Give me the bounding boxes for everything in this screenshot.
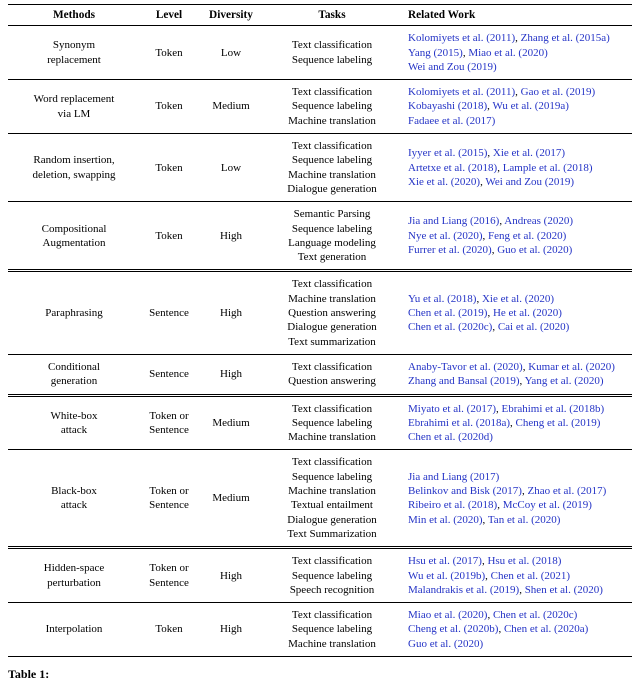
tasks-cell (264, 80, 400, 134)
text-line: Synonym (52, 39, 96, 52)
text-line: High (220, 307, 242, 320)
text-line: Question answering (288, 307, 376, 320)
text-line: Machine translation (288, 485, 376, 498)
citation-link[interactable]: Chen et al. (2020c) (492, 609, 578, 622)
text-line: Sequence labeling (291, 222, 373, 235)
text-line: Text classification (291, 86, 373, 99)
citation-link[interactable]: Miao et al. (2020) (468, 46, 548, 59)
citation-link[interactable]: Kolomiyets et al. (2011) (408, 86, 516, 99)
tasks-cell (264, 395, 400, 450)
text-line: High (220, 569, 242, 582)
method-cell (8, 80, 140, 134)
citation-link[interactable]: Chen et al. (2020a) (503, 623, 589, 636)
text-line: Machine translation (288, 431, 376, 444)
citation-line: Belinkov and Bisk (2017), Zhao et al. (2017) (408, 485, 607, 498)
level-cell (140, 603, 198, 657)
citation-link[interactable]: Kumar et al. (2020) (528, 360, 615, 373)
citation-link[interactable]: Wei and Zou (2019) (485, 175, 575, 188)
citation-link[interactable]: Gao et al. (2019) (520, 86, 596, 99)
citation-line: Ribeiro et al. (2018), McCoy et al. (2019) (408, 499, 592, 512)
citation-link[interactable]: Miyato et al. (2017) (408, 402, 496, 415)
citation-link[interactable]: Wu et al. (2019b) (408, 569, 486, 582)
text-line: Sequence labeling (291, 569, 373, 582)
level-cell (140, 450, 198, 548)
citation-line: Yang (2015), Miao et al. (2020) (408, 46, 548, 59)
table-group (8, 271, 632, 395)
text-line: via LM (57, 107, 91, 120)
text-line: Dialogue generation (287, 513, 377, 526)
citation-line (408, 637, 630, 651)
text-line: Text classification (291, 456, 373, 469)
level-cell (140, 80, 198, 134)
text-line: Token (155, 623, 183, 636)
text-line: Token (155, 161, 183, 174)
text-line: Compositional (41, 222, 107, 235)
citation-line: Jia and Liang (2016), Andreas (2020) (408, 215, 573, 228)
citation-link[interactable]: Zhao et al. (2017) (527, 485, 607, 498)
caption-clip (8, 665, 632, 681)
diversity-cell (198, 395, 264, 450)
citation-link[interactable]: Kolomiyets et al. (2011) (408, 32, 516, 45)
text-line: Sequence labeling (291, 53, 373, 66)
citation-line: Chen et al. (2020c), Cai et al. (2020) (408, 321, 570, 334)
citation-link[interactable]: Artetxe et al. (2018) (408, 161, 498, 174)
text-line: Token or (149, 485, 189, 498)
related-work-cell (400, 548, 632, 603)
diversity-cell (198, 80, 264, 134)
citation-line: Malandrakis et al. (2019), Shen et al. (2020) (408, 583, 603, 596)
related-work-cell (400, 134, 632, 202)
text-line: Sentence (149, 307, 189, 320)
text-line: Machine translation (288, 168, 376, 181)
citation-link[interactable]: Hsu et al. (2017) (408, 555, 482, 568)
citation-line: Kolomiyets et al. (2011), Gao et al. (2019) (408, 86, 596, 99)
citation-line: Min et al. (2020), Tan et al. (2020) (408, 513, 561, 526)
text-line: Text classification (291, 402, 373, 415)
text-line: Random insertion, (33, 154, 115, 167)
citation-link[interactable]: Feng et al. (2020) (488, 229, 567, 242)
diversity-cell (198, 202, 264, 271)
text-line: Low (220, 46, 242, 59)
diversity-cell (198, 134, 264, 202)
column-header-diversity: Diversity (209, 9, 253, 21)
related-work-cell (400, 202, 632, 271)
text-line: High (220, 623, 242, 636)
citation-line (408, 430, 630, 444)
text-line: Text classification (291, 39, 373, 52)
text-line: Sequence labeling (291, 100, 373, 113)
text-line: Speech recognition (289, 583, 375, 596)
text-line: Token (155, 46, 183, 59)
text-line: Sequence labeling (291, 416, 373, 429)
tasks-cell (264, 202, 400, 271)
text-line: Medium (212, 100, 250, 113)
text-line: Medium (212, 416, 250, 429)
text-line: Sequence labeling (291, 623, 373, 636)
text-line: Semantic Parsing (293, 208, 371, 221)
text-line: Low (220, 161, 242, 174)
tasks-cell (264, 450, 400, 548)
level-cell (140, 271, 198, 354)
citation-line: Miyato et al. (2017), Ebrahimi et al. (2018b) (408, 402, 605, 415)
level-cell (140, 354, 198, 395)
citation-link[interactable]: Zhang et al. (2015a) (520, 32, 610, 45)
citation-link[interactable]: Miao et al. (2020) (408, 609, 488, 622)
method-cell (8, 134, 140, 202)
citation-link[interactable]: Ribeiro et al. (2018) (408, 499, 498, 512)
level-cell (140, 134, 198, 202)
citation-line (408, 60, 630, 74)
text-line: Text summarization (288, 335, 376, 348)
citation-link[interactable]: Hsu et al. (2018) (487, 555, 562, 568)
related-work-cell (400, 395, 632, 450)
method-cell (8, 26, 140, 80)
diversity-cell (198, 354, 264, 395)
text-line: Text classification (291, 555, 373, 568)
citation-line: Kobayashi (2018), Wu et al. (2019a) (408, 100, 569, 113)
text-line: Paraphrasing (45, 307, 103, 320)
table-row (8, 134, 632, 202)
column-header-level: Level (155, 9, 183, 21)
citation-link[interactable]: Xie et al. (2020) (408, 175, 481, 188)
citation-line: Furrer et al. (2020), Guo et al. (2020) (408, 244, 573, 256)
text-line: Text generation (297, 251, 367, 264)
diversity-cell (198, 603, 264, 657)
citation-link[interactable]: Furrer et al. (2020) (408, 244, 492, 256)
text-line: generation (50, 375, 98, 388)
citation-line: Iyyer et al. (2015), Xie et al. (2017) (408, 147, 566, 160)
text-line: Token or (149, 409, 189, 422)
text-line: Conditional (48, 360, 100, 373)
text-line: Dialogue generation (287, 182, 377, 195)
citation-link[interactable]: Tan et al. (2020) (487, 513, 561, 526)
citation-link[interactable]: Kobayashi (2018) (408, 100, 488, 113)
table-row (8, 354, 632, 395)
level-cell (140, 548, 198, 603)
text-line: Text classification (291, 360, 373, 373)
diversity-cell (198, 548, 264, 603)
related-work-cell (400, 450, 632, 548)
level-cell (140, 26, 198, 80)
diversity-cell (198, 271, 264, 354)
citation-line: Yu et al. (2018), Xie et al. (2020) (408, 292, 555, 305)
method-cell (8, 271, 140, 354)
paper-table (8, 4, 632, 657)
tasks-cell (264, 134, 400, 202)
citation-link[interactable]: Malandrakis et al. (2019) (408, 583, 520, 596)
text-line: replacement (47, 53, 101, 66)
level-cell (140, 395, 198, 450)
citation-link[interactable]: Yang et al. (2020) (524, 375, 604, 388)
citation-link[interactable]: Cai et al. (2020) (497, 321, 570, 334)
text-line: Question answering (288, 375, 376, 388)
citation-link[interactable]: Belinkov and Bisk (2017) (408, 485, 522, 498)
citation-link[interactable]: Iyyer et al. (2015) (408, 147, 488, 160)
related-work-cell (400, 603, 632, 657)
text-line: High (220, 229, 242, 242)
text-line: Text classification (291, 609, 373, 622)
text-line: Machine translation (288, 637, 376, 650)
text-line: Text classification (291, 278, 373, 291)
table-row (8, 271, 632, 354)
citation-link[interactable]: Ebrahimi et al. (2018b) (501, 402, 605, 415)
text-line: White-box (50, 409, 98, 422)
table-row (8, 202, 632, 271)
header-row (8, 5, 632, 26)
text-line: Augmentation (42, 236, 106, 249)
table-row (8, 603, 632, 657)
text-line: Language modeling (288, 236, 376, 249)
citation-line: Wu et al. (2019b), Chen et al. (2021) (408, 569, 571, 582)
citation-link[interactable]: Min et al. (2020) (408, 513, 483, 526)
column-header-tasks: Tasks (318, 9, 346, 21)
citation-line: Miao et al. (2020), Chen et al. (2020c) (408, 609, 578, 622)
tasks-cell (264, 548, 400, 603)
text-line: Sentence (149, 368, 189, 381)
citation-line (408, 114, 630, 128)
table-group (8, 26, 632, 271)
method-cell (8, 354, 140, 395)
method-cell (8, 395, 140, 450)
text-line: Interpolation (45, 623, 103, 636)
text-line: Token (155, 229, 183, 242)
citation-link[interactable]: Wu et al. (2019a) (492, 100, 569, 113)
citation-line: Ebrahimi et al. (2018a), Cheng et al. (2019) (408, 416, 601, 429)
citation-link[interactable]: Zhang and Bansal (2019) (408, 375, 520, 388)
citation-link[interactable]: Chen et al. (2021) (490, 569, 571, 582)
table-row (8, 26, 632, 80)
text-line: Token or (149, 562, 189, 575)
diversity-cell (198, 26, 264, 80)
citation-link[interactable]: Xie et al. (2017) (492, 147, 566, 160)
text-line: Machine translation (288, 114, 376, 127)
related-work-cell (400, 80, 632, 134)
citation-line: Chen et al. (2019), He et al. (2020) (408, 307, 562, 320)
citation-line: Hsu et al. (2017), Hsu et al. (2018) (408, 555, 562, 568)
text-line: Text Summarization (287, 527, 377, 540)
tasks-cell (264, 26, 400, 80)
table-header (8, 5, 632, 26)
text-line: Hidden-space (43, 562, 105, 575)
citation-link[interactable]: Chen et al. (2020d) (408, 431, 493, 444)
citation-link[interactable]: Fadaee et al. (2017) (408, 114, 496, 127)
citation-link[interactable]: He et al. (2020) (492, 307, 562, 320)
citation-link[interactable]: Nye et al. (2020) (408, 229, 483, 242)
text-line: Dialogue generation (287, 321, 377, 334)
citation-link[interactable]: Cheng et al. (2020b) (408, 623, 499, 636)
citation-link[interactable]: Jia and Liang (2016) (408, 215, 500, 228)
method-cell (8, 202, 140, 271)
diversity-cell (198, 450, 264, 548)
text-line: High (220, 368, 242, 381)
text-line: Black-box (51, 485, 97, 498)
citation-line: Cheng et al. (2020b), Chen et al. (2020a) (408, 623, 589, 636)
table-group (8, 548, 632, 657)
citation-link[interactable]: Ebrahimi et al. (2018a) (408, 416, 511, 429)
citation-link[interactable]: Chen et al. (2020c) (408, 321, 493, 334)
table-group (8, 395, 632, 548)
table-row (8, 395, 632, 450)
citation-link[interactable]: Guo et al. (2020) (497, 244, 573, 256)
table-row (8, 548, 632, 603)
citation-link[interactable]: Anaby-Tavor et al. (2020) (408, 360, 523, 373)
citation-link[interactable]: Yu et al. (2018) (408, 292, 477, 305)
citation-line: Xie et al. (2020), Wei and Zou (2019) (408, 175, 575, 188)
text-line: Sentence (149, 423, 189, 436)
citation-link[interactable]: Shen et al. (2020) (524, 583, 603, 596)
citation-line: Artetxe et al. (2018), Lample et al. (2018) (408, 161, 593, 174)
method-cell (8, 603, 140, 657)
table-caption: Table 1: (8, 666, 50, 681)
text-line: Sequence labeling (291, 154, 373, 167)
text-line: Word replacement (33, 93, 115, 106)
level-cell (140, 202, 198, 271)
text-line: Sentence (149, 499, 189, 512)
text-line: Token (155, 100, 183, 113)
related-work-cell (400, 354, 632, 395)
text-line: Text classification (291, 140, 373, 153)
citation-link[interactable]: Xie et al. (2020) (481, 292, 555, 305)
citation-link[interactable]: Chen et al. (2019) (408, 307, 488, 320)
citation-line: Zhang and Bansal (2019), Yang et al. (2020) (408, 375, 604, 388)
citation-link[interactable]: Guo et al. (2020) (408, 637, 484, 650)
text-line: Sentence (149, 576, 189, 589)
citation-line: Nye et al. (2020), Feng et al. (2020) (408, 229, 567, 242)
table-row (8, 450, 632, 548)
citation-link[interactable]: Wei and Zou (2019) (408, 60, 497, 73)
citation-link[interactable]: Jia and Liang (2017) (408, 470, 500, 483)
text-line: Machine translation (288, 292, 376, 305)
text-line: attack (60, 499, 88, 512)
table-row (8, 80, 632, 134)
text-line: deletion, swapping (32, 168, 116, 181)
text-line: Medium (212, 492, 250, 505)
column-header-methods: Methods (52, 9, 96, 21)
citation-link[interactable]: McCoy et al. (2019) (502, 499, 592, 512)
citation-line (408, 470, 630, 484)
citation-line: Kolomiyets et al. (2011), Zhang et al. (2015a) (408, 32, 610, 45)
citation-link[interactable]: Yang (2015) (408, 46, 463, 59)
text-line: attack (60, 423, 88, 436)
text-line: Textual entailment (290, 499, 373, 512)
text-line: perturbation (47, 576, 101, 589)
method-cell (8, 450, 140, 548)
related-work-cell (400, 271, 632, 354)
text-line: Sequence labeling (291, 470, 373, 483)
tasks-cell (264, 603, 400, 657)
citation-link[interactable]: Lample et al. (2018) (502, 161, 593, 174)
citation-link[interactable]: Andreas (2020) (504, 215, 573, 228)
method-cell (8, 548, 140, 603)
column-header-related-work: Related Work (408, 9, 476, 21)
tasks-cell (264, 354, 400, 395)
citation-link[interactable]: Cheng et al. (2019) (515, 416, 601, 429)
related-work-cell (400, 26, 632, 80)
tasks-cell (264, 271, 400, 354)
citation-line: Anaby-Tavor et al. (2020), Kumar et al. (2020) (408, 360, 615, 373)
